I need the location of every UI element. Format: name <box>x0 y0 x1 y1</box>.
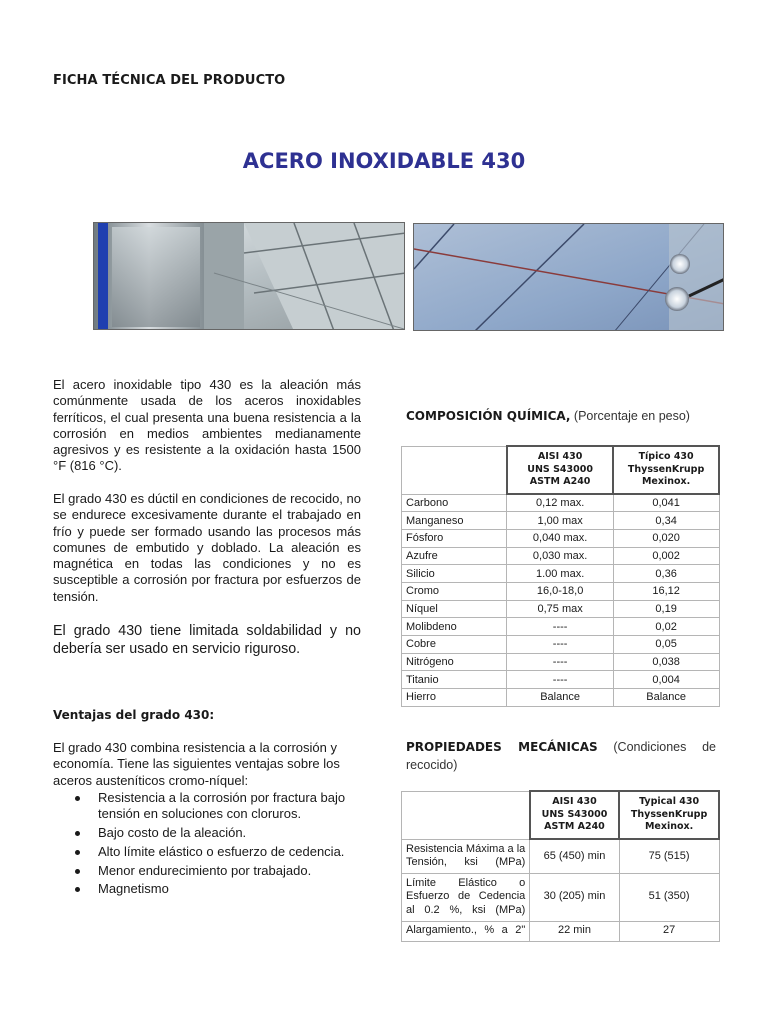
chemical-composition-heading: COMPOSICIÓN QUÍMICA, (Porcentaje en peso) <box>406 409 690 423</box>
column-header-aisi430: AISI 430 UNS S43000 ASTM A240 <box>530 791 619 839</box>
column-header-typical430: Típico 430 ThyssenKrupp Mexinox. <box>613 446 719 494</box>
intro-paragraph-3: El grado 430 tiene limitada soldabilidad y no debería ser usado en servicio riguroso. <box>53 623 361 657</box>
table-row: Níquel 0,75 max 0,19 <box>402 600 720 618</box>
table-row: Azufre 0,030 max. 0,002 <box>402 547 720 565</box>
table-row: Resistencia Máxima a la Tensión, ksi (MPa) 65 (450) min 75 (515) <box>402 839 720 873</box>
mechanical-properties-table <box>401 790 720 942</box>
table-row: Cobre ---- 0,05 <box>402 636 720 654</box>
table-row: Cromo 16,0-18,0 16,12 <box>402 582 720 600</box>
intro-paragraph-1: El acero inoxidable tipo 430 es la aleación más comúnmente usada de los aceros inoxidables ferríticos, el cual presenta una buena resistencia a la corrosión en medios ambientes medianamente agresivos y es resistente a la oxidación hasta 1500 °F (816 °C). <box>53 377 361 474</box>
bullet-icon <box>75 869 80 874</box>
column-header-aisi430: AISI 430 UNS S43000 ASTM A240 <box>507 446 613 494</box>
mechanical-properties-heading: PROPIEDADES MECÁNICAS (Condiciones de recocido) <box>406 740 716 772</box>
bullet-icon <box>75 887 80 892</box>
advantages-title: Ventajas del grado 430: <box>53 708 215 722</box>
table-row: Molibdeno ---- 0,02 <box>402 618 720 636</box>
advantages-intro: El grado 430 combina resistencia a la corrosión y economía. Tiene las siguientes ventajas sobre los aceros austeníticos cromo-níquel: <box>53 740 340 788</box>
page-title: ACERO INOXIDABLE 430 <box>242 149 526 173</box>
table-header-row <box>402 446 720 494</box>
table-row: Alargamiento., % a 2" 22 min 27 <box>402 921 720 941</box>
list-item: Bajo costo de la aleación. <box>53 825 373 841</box>
table-row: Manganeso 1,00 max 0,34 <box>402 512 720 530</box>
list-item: Resistencia a la corrosión por fractura bajo tensión en soluciones con cloruros. <box>53 790 373 823</box>
table-row: Fósforo 0,040 max. 0,020 <box>402 529 720 547</box>
list-item: Menor endurecimiento por trabajado. <box>53 863 373 879</box>
table-row: Carbono 0,12 max. 0,041 <box>402 494 720 512</box>
table-header-row <box>402 791 720 839</box>
stainless-steel-photo-right <box>413 223 724 331</box>
intro-paragraph-2: El grado 430 es dúctil en condiciones de recocido, no se endurece excesivamente durante el trabajado en frío y puede ser formado usando las procesos más comunes de embutido y doblado. La aleación es magnética en todas las condiciones y no es susceptible a corrosión por fractura por esfuerzos de tensión. <box>53 491 361 604</box>
column-header-typical430: Typical 430 ThyssenKrupp Mexinox. <box>619 791 719 839</box>
table-row: Límite Elástico o Esfuerzo de Cedencia al 0.2 %, ksi (MPa) 30 (205) min 51 (350) <box>402 873 720 921</box>
list-item: Magnetismo <box>53 881 373 897</box>
bullet-icon <box>75 850 80 855</box>
bullet-icon <box>75 796 80 801</box>
table-row: Silicio 1.00 max. 0,36 <box>402 565 720 583</box>
chemical-composition-table <box>401 445 720 707</box>
bullet-icon <box>75 831 80 836</box>
stainless-steel-photo-left <box>93 222 405 330</box>
list-item: Alto límite elástico o esfuerzo de cedencia. <box>53 844 373 860</box>
table-row: Titanio ---- 0,004 <box>402 671 720 689</box>
table-row: Nitrógeno ---- 0,038 <box>402 653 720 671</box>
advantages-list <box>53 790 373 900</box>
table-row: Hierro Balance Balance <box>402 689 720 707</box>
document-header-label: FICHA TÉCNICA DEL PRODUCTO <box>53 73 286 88</box>
